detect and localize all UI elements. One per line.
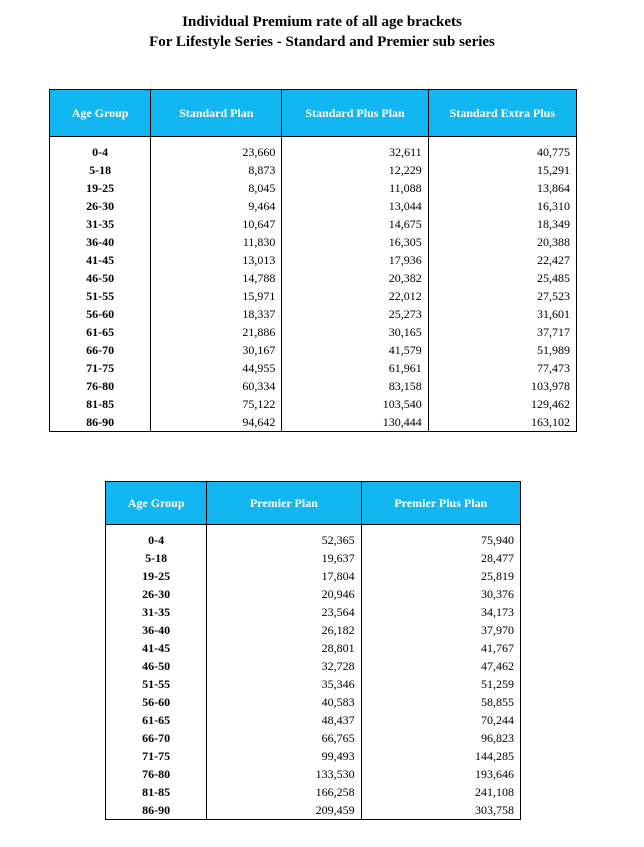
premium-value-cell: 10,647 (151, 215, 282, 233)
premium-value-cell: 20,946 (207, 585, 361, 603)
premium-value-cell: 22,427 (428, 251, 576, 269)
premium-value-cell: 25,273 (282, 305, 428, 323)
premium-value-cell: 32,611 (282, 143, 428, 161)
premium-value-cell: 34,173 (361, 603, 520, 621)
premium-value-cell: 25,819 (361, 567, 520, 585)
premium-value-cell: 23,564 (207, 603, 361, 621)
premium-value-cell: 75,940 (361, 531, 520, 549)
premium-value-cell: 31,601 (428, 305, 576, 323)
age-group-cell: 81-85 (50, 395, 151, 413)
premium-value-cell: 18,337 (151, 305, 282, 323)
premium-value-cell: 20,382 (282, 269, 428, 287)
table-row (106, 531, 521, 549)
premium-value-cell: 13,864 (428, 179, 576, 197)
premium-value-cell: 47,462 (361, 657, 520, 675)
premium-value-cell: 241,108 (361, 783, 520, 801)
premium-value-cell: 25,485 (428, 269, 576, 287)
table-row (50, 197, 577, 215)
age-group-cell: 51-55 (50, 287, 151, 305)
age-group-cell: 76-80 (106, 765, 207, 783)
column-header-standard-plan: Standard Plan (151, 90, 282, 137)
age-group-cell: 41-45 (50, 251, 151, 269)
age-group-cell: 56-60 (106, 693, 207, 711)
age-group-cell: 76-80 (50, 377, 151, 395)
document-subtitle: For Lifestyle Series - Standard and Premier sub series (149, 34, 495, 50)
premium-value-cell: 129,462 (428, 395, 576, 413)
premium-value-cell: 193,646 (361, 765, 520, 783)
premium-value-cell: 20,388 (428, 233, 576, 251)
premium-value-cell: 15,971 (151, 287, 282, 305)
premium-value-cell: 11,830 (151, 233, 282, 251)
premium-value-cell: 51,989 (428, 341, 576, 359)
table-row (106, 585, 521, 603)
column-header-standard-plus-plan: Standard Plus Plan (282, 90, 428, 137)
premium-value-cell: 14,788 (151, 269, 282, 287)
premium-value-cell: 14,675 (282, 215, 428, 233)
premium-value-cell: 18,349 (428, 215, 576, 233)
age-group-cell: 61-65 (50, 323, 151, 341)
column-header-premier-plan: Premier Plan (207, 482, 361, 525)
premium-value-cell: 28,477 (361, 549, 520, 567)
table-row (50, 143, 577, 161)
document-title: Individual Premium rate of all age brackets (182, 14, 462, 30)
premium-value-cell: 66,765 (207, 729, 361, 747)
premium-value-cell: 75,122 (151, 395, 282, 413)
age-group-cell: 46-50 (106, 657, 207, 675)
age-group-cell: 46-50 (50, 269, 151, 287)
age-group-cell: 61-65 (106, 711, 207, 729)
premium-value-cell: 13,013 (151, 251, 282, 269)
premium-value-cell: 61,961 (282, 359, 428, 377)
premium-value-cell: 12,229 (282, 161, 428, 179)
premium-value-cell: 21,886 (151, 323, 282, 341)
premium-value-cell: 30,376 (361, 585, 520, 603)
premium-value-cell: 8,873 (151, 161, 282, 179)
table-body (106, 525, 521, 820)
premium-value-cell: 40,775 (428, 143, 576, 161)
premium-value-cell: 209,459 (207, 801, 361, 820)
age-group-cell: 31-35 (106, 603, 207, 621)
premium-value-cell: 99,493 (207, 747, 361, 765)
table-row (106, 603, 521, 621)
age-group-cell: 0-4 (50, 143, 151, 161)
premium-value-cell: 11,088 (282, 179, 428, 197)
premium-value-cell: 16,310 (428, 197, 576, 215)
age-group-cell: 41-45 (106, 639, 207, 657)
table-body (50, 137, 577, 432)
premium-value-cell: 94,642 (151, 413, 282, 432)
premium-value-cell: 8,045 (151, 179, 282, 197)
age-group-cell: 5-18 (106, 549, 207, 567)
table-row (106, 567, 521, 585)
premium-value-cell: 60,334 (151, 377, 282, 395)
column-header-age-group: Age Group (106, 482, 207, 525)
premium-value-cell: 23,660 (151, 143, 282, 161)
premium-value-cell: 83,158 (282, 377, 428, 395)
premium-value-cell: 22,012 (282, 287, 428, 305)
age-group-cell: 31-35 (50, 215, 151, 233)
premium-value-cell: 144,285 (361, 747, 520, 765)
premium-value-cell: 40,583 (207, 693, 361, 711)
premium-value-cell: 17,936 (282, 251, 428, 269)
premium-value-cell: 37,717 (428, 323, 576, 341)
table-row (50, 323, 577, 341)
premium-value-cell: 103,540 (282, 395, 428, 413)
age-group-cell: 86-90 (50, 413, 151, 432)
age-group-cell: 81-85 (106, 783, 207, 801)
table-row (106, 783, 521, 801)
premium-value-cell: 51,259 (361, 675, 520, 693)
table-row (50, 287, 577, 305)
column-header-age-group: Age Group (50, 90, 151, 137)
premium-value-cell: 48,437 (207, 711, 361, 729)
age-group-cell: 0-4 (106, 531, 207, 549)
premium-value-cell: 41,579 (282, 341, 428, 359)
age-group-cell: 71-75 (50, 359, 151, 377)
column-header-premier-plus-plan: Premier Plus Plan (361, 482, 520, 525)
age-group-cell: 26-30 (106, 585, 207, 603)
table-row (50, 413, 577, 432)
age-group-cell: 26-30 (50, 197, 151, 215)
table-row (50, 269, 577, 287)
age-group-cell: 56-60 (50, 305, 151, 323)
premium-value-cell: 58,855 (361, 693, 520, 711)
premium-value-cell: 16,305 (282, 233, 428, 251)
premium-value-cell: 15,291 (428, 161, 576, 179)
age-group-cell: 19-25 (50, 179, 151, 197)
table-row (50, 359, 577, 377)
table-row (106, 639, 521, 657)
premier-series-rate-table (105, 481, 521, 820)
age-group-cell: 86-90 (106, 801, 207, 820)
table-row (106, 765, 521, 783)
age-group-cell: 36-40 (106, 621, 207, 639)
premium-value-cell: 28,801 (207, 639, 361, 657)
premium-value-cell: 9,464 (151, 197, 282, 215)
table-row (50, 161, 577, 179)
age-group-cell: 71-75 (106, 747, 207, 765)
column-header-standard-extra-plus: Standard Extra Plus (428, 90, 576, 137)
premium-value-cell: 133,530 (207, 765, 361, 783)
table-row (106, 621, 521, 639)
age-group-cell: 36-40 (50, 233, 151, 251)
premium-value-cell: 17,804 (207, 567, 361, 585)
premium-value-cell: 26,182 (207, 621, 361, 639)
table-row (106, 657, 521, 675)
premium-value-cell: 166,258 (207, 783, 361, 801)
age-group-cell: 66-70 (106, 729, 207, 747)
premium-value-cell: 163,102 (428, 413, 576, 432)
premium-value-cell: 13,044 (282, 197, 428, 215)
age-group-cell: 5-18 (50, 161, 151, 179)
premium-value-cell: 52,365 (207, 531, 361, 549)
premium-value-cell: 19,637 (207, 549, 361, 567)
premium-value-cell: 96,823 (361, 729, 520, 747)
table-row (50, 395, 577, 413)
premium-value-cell: 27,523 (428, 287, 576, 305)
table-row (106, 747, 521, 765)
standard-series-rate-table (49, 89, 577, 432)
age-group-cell: 51-55 (106, 675, 207, 693)
table-row (106, 711, 521, 729)
table-row (50, 179, 577, 197)
table-row (50, 215, 577, 233)
age-group-cell: 66-70 (50, 341, 151, 359)
age-group-cell: 19-25 (106, 567, 207, 585)
premium-value-cell: 70,244 (361, 711, 520, 729)
table-row (106, 693, 521, 711)
table-row (106, 729, 521, 747)
table-row (50, 233, 577, 251)
premium-value-cell: 32,728 (207, 657, 361, 675)
premium-value-cell: 35,346 (207, 675, 361, 693)
table-header-row (50, 90, 577, 137)
table-row (50, 341, 577, 359)
premium-value-cell: 41,767 (361, 639, 520, 657)
premium-value-cell: 30,167 (151, 341, 282, 359)
premium-value-cell: 77,473 (428, 359, 576, 377)
premium-value-cell: 37,970 (361, 621, 520, 639)
table-header-row (106, 482, 521, 525)
premium-value-cell: 30,165 (282, 323, 428, 341)
table-row (106, 549, 521, 567)
premium-value-cell: 303,758 (361, 801, 520, 820)
table-row (106, 801, 521, 820)
table-row (50, 251, 577, 269)
premium-value-cell: 130,444 (282, 413, 428, 432)
premium-value-cell: 44,955 (151, 359, 282, 377)
table-row (50, 377, 577, 395)
premium-value-cell: 103,978 (428, 377, 576, 395)
table-row (50, 305, 577, 323)
table-row (106, 675, 521, 693)
